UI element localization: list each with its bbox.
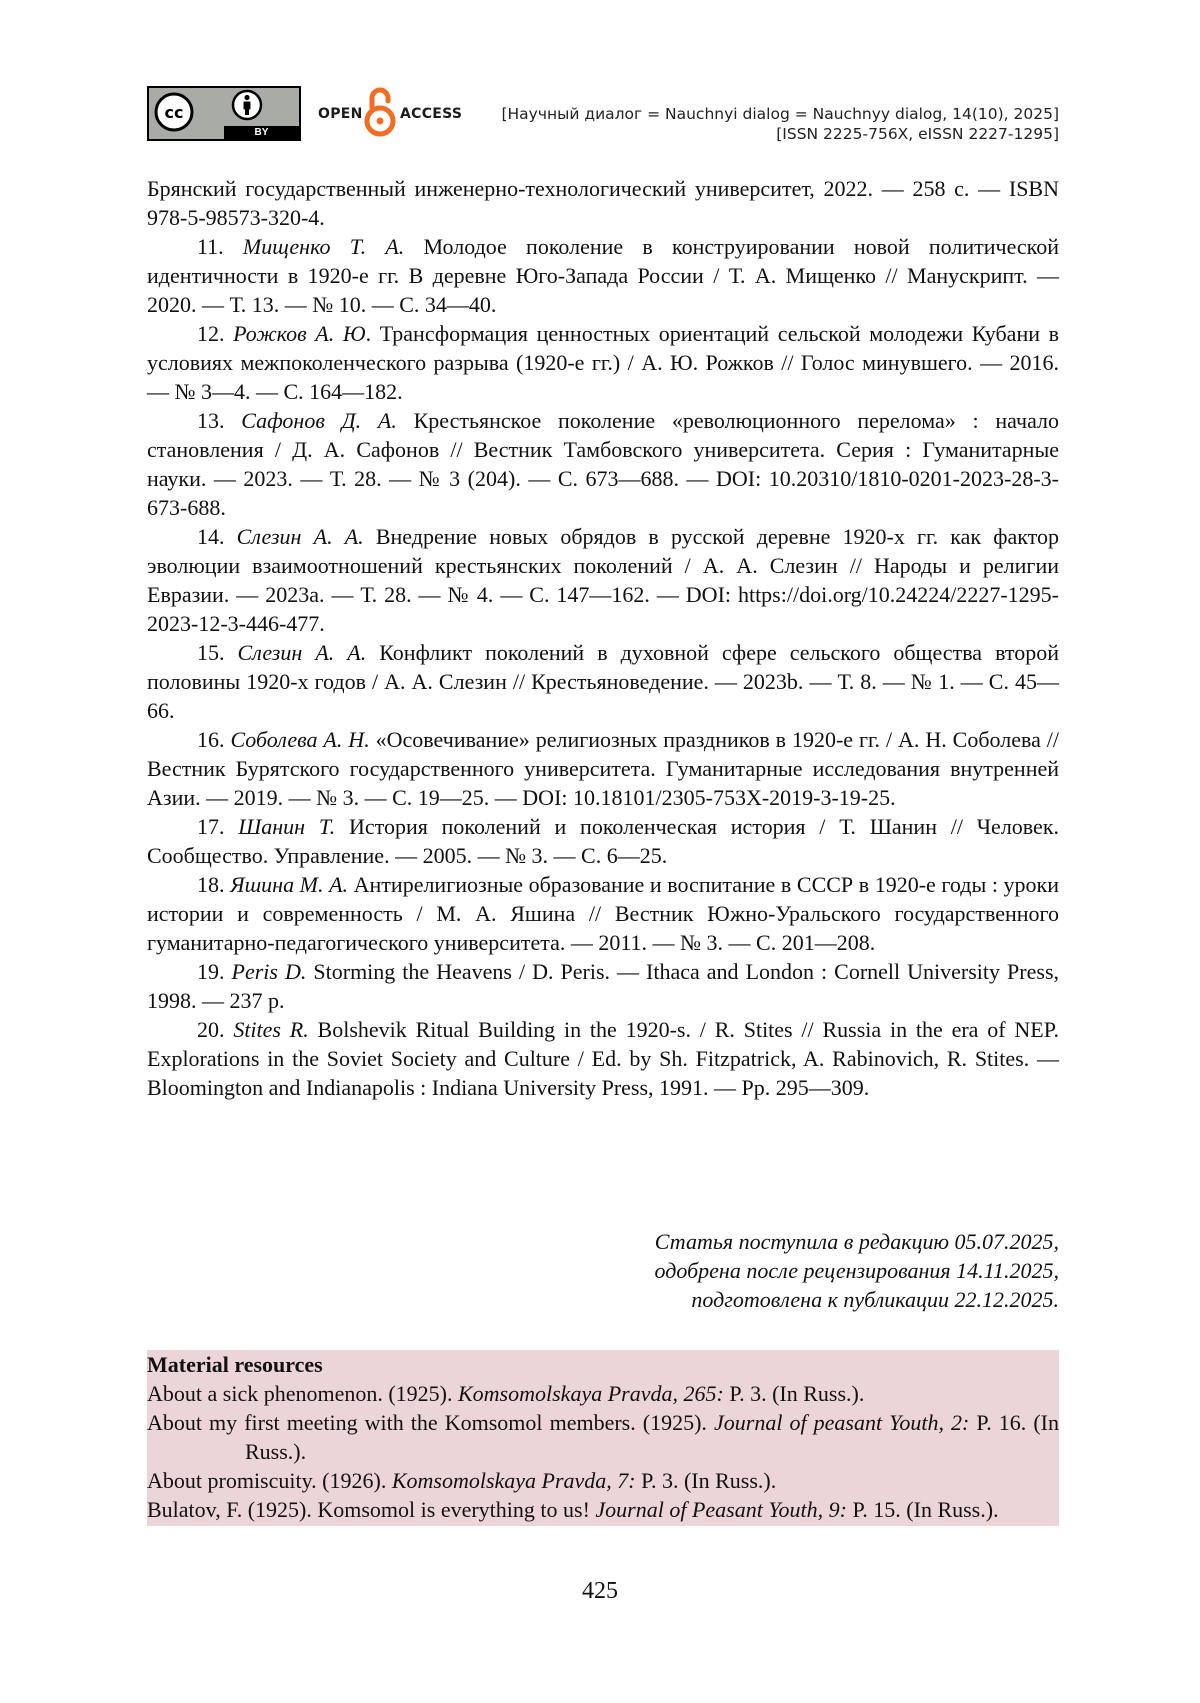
page-number: 425 [582,1578,618,1604]
attribution-icon [231,89,263,121]
open-access-lock-icon [363,86,397,138]
reference-author: Peris D. [231,959,307,984]
creative-commons-icon [153,91,195,133]
cc-by-label: BY [224,126,299,139]
reference-item: 20. Stites R. Bolshevik Ritual Building in the 1920-s. / R. Stites // Russia in the era of NEP. Explorations in the Soviet Society and Culture / Ed. by Sh. Fitzpatrick, A. Rabinovich, R. Stites. — Bloomington and Indianapolis : Indiana University Press, 1991. — Pp. 295—309. [147,1017,1059,1100]
open-access-label-open: OPEN [318,106,363,122]
date-prepared: подготовлена к публикации 22.12.2025. [691,1287,1059,1312]
open-access-label-access: ACCESS [400,106,463,122]
reference-item: 18. Яшина М. А. Антирелигиозные образование и воспитание в СССР в 1920-е годы : уроки истории и современность / М. А. Яшина // Вестник Южно-Уральского государственного гуманитарно-педагогического университета. — 2011. — № 3. — С. 201—208. [147,872,1059,955]
reference-author: Stites R. [233,1017,309,1042]
reference-author: Мищенко Т. А. [242,234,405,259]
reference-author: Яшина М. А. [230,872,349,897]
journal-citation [501,104,1059,144]
reference-item: 14. Слезин А. А. Внедрение новых обрядов в русской деревне 1920-х гг. как фактор эволюции взаимоотношений крестьянских поколений / А. А. Слезин // Народы и религии Евразии. — 2023a. — Т. 28. — № 4. — С. 147—162. — DOI: https://doi.org/10.24224/2227-1295-2023-12-3-446-477. [147,524,1059,636]
reference-author: Сафонов Д. А. [241,408,397,433]
article-dates [655,1227,1059,1314]
reference-item: 15. Слезин А. А. Конфликт поколений в духовной сфере сельского общества второй половины 1920-х годов / А. А. Слезин // Крестьяноведение. — 2023b. — Т. 8. — № 1. — С. 45—66. [147,640,1060,723]
reference-continuation: Брянский государственный инженерно-технологический университет, 2022. — 258 с. — ISBN 978-5-98573-320-4. [147,176,1059,230]
reference-author: Соболева А. Н. [230,727,370,752]
cc-by-license-badge [147,86,301,141]
journal-title-line: [Научный диалог = Nauchnyi dialog = Nauchnyy dialog, 14(10), 2025] [501,105,1059,123]
reference-item: 11. Мищенко Т. А. Молодое поколение в конструировании новой политической идентичности в 1920-е гг. В деревне Юго-Запада России / Т. А. Мищенко // Манускрипт. — 2020. — Т. 13. — № 10. — С. 34—40. [147,234,1060,317]
reference-item: 16. Соболева А. Н. «Осовечивание» религиозных праздников в 1920-е гг. / А. Н. Соболева // Вестник Бурятского государственного университета. Гуманитарные исследования внутренней Азии. — 2019. — № 3. — С. 19—25. — DOI: 10.18101/2305-753X-2019-3-19-25. [147,727,1059,810]
date-received: Статья поступила в редакцию 05.07.2025, [654,1229,1059,1254]
reference-item: 17. Шанин Т. История поколений и поколенческая история / Т. Шанин // Человек. Сообщество. Управление. — 2005. — № 3. — С. 6—25. [147,814,1060,868]
material-resources [147,1350,1059,1526]
date-approved: одобрена после рецензирования 14.11.2025, [654,1258,1059,1283]
material-item: About my first meeting with the Komsomol members. (1925). Journal of peasant Youth, 2: P. 16. (In Russ.). [147,1410,1059,1464]
material-resources-title: Material resources [147,1352,323,1377]
journal-issn-line: [ISSN 2225-756X, eISSN 2227-1295] [776,125,1059,143]
reference-author: Шанин Т. [238,814,336,839]
reference-author: Слезин А. А. [237,640,367,665]
material-item: About a sick phenomenon. (1925). Komsomolskaya Pravda, 265: P. 3. (In Russ.). [147,1381,865,1406]
reference-author: Рожков А. Ю [233,321,366,346]
material-item: About promiscuity. (1926). Komsomolskaya Pravda, 7: P. 3. (In Russ.). [147,1468,777,1493]
reference-list [147,174,1059,1102]
reference-item: 13. Сафонов Д. А. Крестьянское поколение «революционного перелома» : начало становления / Д. А. Сафонов // Вестник Тамбовского университета. Серия : Гуманитарные науки. — 2023. — Т. 28. — № 3 (204). — С. 673—688. — DOI: 10.20310/1810-0201-2023-28-3-673-688. [147,408,1060,520]
reference-author: Слезин А. А. [236,524,364,549]
reference-item: 12. Рожков А. Ю. Трансформация ценностных ориентаций сельской молодежи Кубани в условиях межпоколенческого разрыва (1920-е гг.) / А. Ю. Рожков // Голос минувшего. — 2016. — № 3—4. — С. 164—182. [147,321,1060,404]
material-item: Bulatov, F. (1925). Komsomol is everything to us! Journal of Peasant Youth, 9: P. 15. (In Russ.). [147,1497,999,1522]
reference-item: 19. Peris D. Storming the Heavens / D. Peris. — Ithaca and London : Cornell University Press, 1998. — 237 p. [147,959,1060,1013]
svg-text:cc: cc [164,103,184,122]
